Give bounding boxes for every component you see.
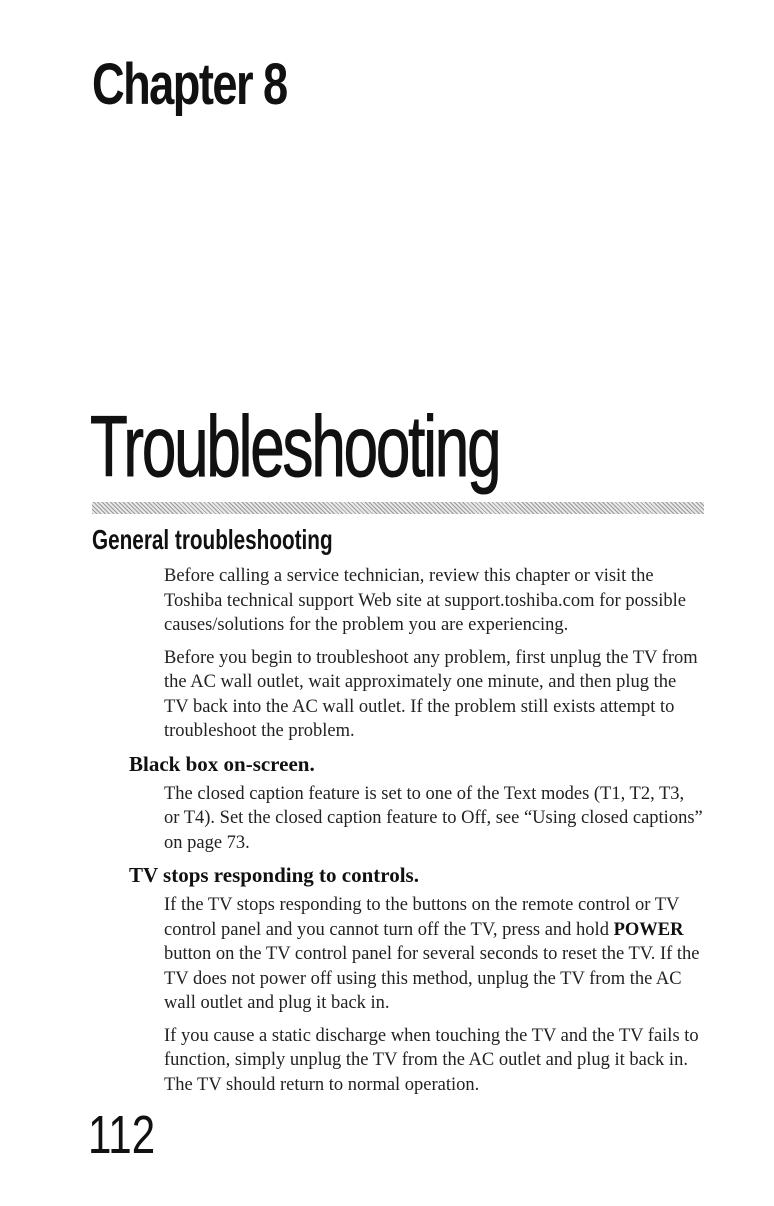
- topic-heading-black-box: Black box on-screen.: [129, 751, 315, 776]
- intro-paragraph: Before calling a service technician, review this chapter or visit the Toshiba technical support Web site at support.toshiba.com for possible causes/solutions for the problem you are experiencing.: [164, 566, 686, 635]
- text-segment: If the TV stops responding to the buttons on the remote control or TV control panel and you cannot turn off the TV, press and hold: [164, 895, 680, 940]
- section-divider: [92, 502, 704, 514]
- section-body: [0, 564, 774, 1105]
- chapter-label: Chapter 8: [92, 52, 287, 117]
- intro-paragraph: Before you begin to troubleshoot any problem, first unplug the TV from the AC wall outlet, wait approximately one minute, and then plug the TV back into the AC wall outlet. If the problem still exists attempt to troubleshoot the problem.: [164, 647, 698, 741]
- topic-paragraph: If you cause a static discharge when touching the TV and the TV fails to function, simply unplug the TV from the AC outlet and plug it back in. The TV should return to normal operation.: [164, 1025, 699, 1095]
- chapter-title: Troubleshooting: [90, 399, 500, 495]
- page-number: 112: [88, 1105, 156, 1165]
- topic-paragraph: [164, 893, 704, 1016]
- text-segment: button on the TV control panel for several seconds to reset the TV. If the TV does not power off using this method, unplug the TV from the AC wall outlet and plug it back in.: [164, 944, 700, 1013]
- power-keyword: POWER: [613, 919, 684, 940]
- section-heading: General troubleshooting: [92, 524, 333, 555]
- topic-heading-tv-stops: TV stops responding to controls.: [129, 863, 419, 887]
- topic-paragraph: The closed caption feature is set to one of the Text modes (T1, T2, T3, or T4). Set the closed caption feature to Off, see “Using closed captions” on page 73.: [164, 783, 703, 853]
